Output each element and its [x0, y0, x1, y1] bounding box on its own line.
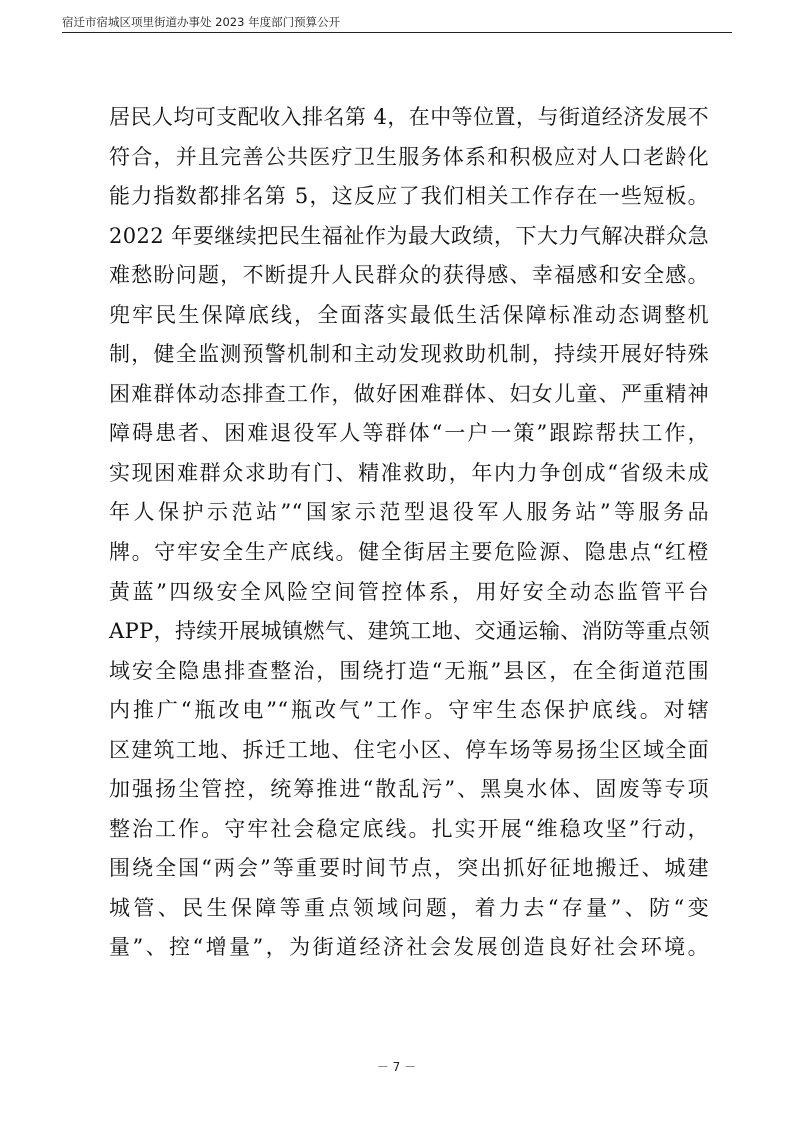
body-line: 难愁盼问题，不断提升人民群众的获得感、幸福感和安全感。: [109, 263, 709, 288]
body-line: 内推广“瓶改电”“瓶改气”工作。守牢生态保护底线。对辖: [109, 698, 709, 723]
body-line: 障碍患者、困难退役军人等群体“一户一策”跟踪帮扶工作，: [109, 421, 709, 446]
body-line: 整治工作。守牢社会稳定底线。扎实开展“维稳攻坚”行动，: [109, 816, 709, 841]
body-line: 制，健全监测预警机制和主动发现救助机制，持续开展好特殊: [109, 342, 709, 367]
body-line: 2022 年要继续把民生福祉作为最大政绩，下大力气解决群众急: [109, 223, 709, 248]
body-line: 围绕全国“两会”等重要时间节点，突出抓好征地搬迁、城建: [109, 856, 709, 881]
body-line: APP，持续开展城镇燃气、建筑工地、交通运输、消防等重点领: [109, 619, 711, 644]
body-line: 困难群体动态排查工作，做好困难群体、妇女儿童、严重精神: [109, 381, 709, 406]
header-title: 宿迁市宿城区项里街道办事处 2023 年度部门预算公开: [62, 15, 341, 29]
body-line: 能力指数都排名第 5，这反应了我们相关工作存在一些短板。: [109, 184, 709, 209]
body-line: 实现困难群众求助有门、精准救助，年内力争创成“省级未成: [109, 460, 709, 485]
body-line: 加强扬尘管控，统筹推进“散乱污”、黑臭水体、固废等专项: [109, 777, 709, 802]
body-line: 域安全隐患排查整治，围绕打造“无瓶”县区，在全街道范围: [109, 658, 709, 683]
page-header: [62, 12, 732, 33]
body-line: 黄蓝”四级安全风险空间管控体系，用好安全动态监管平台: [109, 579, 709, 604]
body-line: 符合，并且完善公共医疗卫生服务体系和积极应对人口老龄化: [109, 144, 709, 169]
body-text: [109, 98, 709, 968]
body-line: 城管、民生保障等重点领域问题，着力去“存量”、防“变: [109, 895, 709, 920]
body-line: 年人保护示范站”“国家示范型退役军人服务站”等服务品: [109, 500, 709, 525]
body-line: 居民人均可支配收入排名第 4，在中等位置，与街道经济发展不: [109, 105, 709, 129]
page-number: － 7 －: [376, 1060, 417, 1074]
body-line: 牌。守牢安全生产底线。健全街居主要危险源、隐患点“红橙: [109, 540, 709, 565]
body-line: 区建筑工地、拆迁工地、住宅小区、停车场等易扬尘区域全面: [109, 737, 709, 762]
body-line: 兜牢民生保障底线，全面落实最低生活保障标准动态调整机: [109, 302, 709, 327]
body-line: 量”、控“增量”，为街道经济社会发展创造良好社会环境。: [109, 935, 709, 960]
